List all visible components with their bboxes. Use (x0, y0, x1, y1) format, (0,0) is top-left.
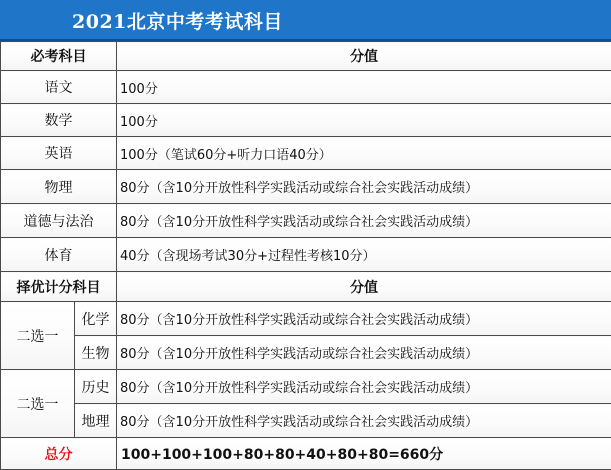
table-row (1, 404, 611, 438)
choose-one-group-label: 二选一 (1, 302, 75, 370)
required-score-header: 分值 (117, 42, 611, 71)
required-header-row (1, 42, 611, 71)
table-row (1, 204, 611, 238)
total-label: 总分 (1, 438, 117, 470)
score-cell: 100分 (117, 71, 611, 104)
elective-header-row (1, 272, 611, 302)
subject-cell: 道德与法治 (1, 204, 117, 238)
elective-score-header: 分值 (117, 272, 611, 302)
required-subject-header: 必考科目 (1, 42, 117, 71)
subject-cell: 体育 (1, 238, 117, 272)
table-row (1, 170, 611, 204)
table-row (1, 137, 611, 170)
table-row (1, 104, 611, 137)
choose-one-group-label: 二选一 (1, 370, 75, 438)
score-cell: 80分（含10分开放性科学实践活动或综合社会实践活动成绩） (117, 370, 611, 404)
table-row (1, 370, 611, 404)
exam-subjects-table (0, 41, 611, 470)
score-cell: 100分（笔试60分+听力口语40分） (117, 137, 611, 170)
subject-cell: 生物 (75, 336, 117, 370)
subject-cell: 物理 (1, 170, 117, 204)
score-cell: 80分（含10分开放性科学实践活动或综合社会实践活动成绩） (117, 204, 611, 238)
title-bar (0, 0, 611, 41)
total-row (1, 438, 611, 470)
table-row (1, 336, 611, 370)
score-cell: 80分（含10分开放性科学实践活动或综合社会实践活动成绩） (117, 302, 611, 336)
total-value: 100+100+100+80+80+40+80+80=660分 (117, 438, 611, 470)
subject-cell: 语文 (1, 71, 117, 104)
score-cell: 40分（含现场考试30分+过程性考核10分） (117, 238, 611, 272)
score-cell: 80分（含10分开放性科学实践活动或综合社会实践活动成绩） (117, 170, 611, 204)
table-row (1, 71, 611, 104)
subject-cell: 数学 (1, 104, 117, 137)
table-row (1, 302, 611, 336)
score-cell: 80分（含10分开放性科学实践活动或综合社会实践活动成绩） (117, 404, 611, 438)
subject-cell: 化学 (75, 302, 117, 336)
subject-cell: 地理 (75, 404, 117, 438)
elective-subject-header: 择优计分科目 (1, 272, 117, 302)
score-cell: 80分（含10分开放性科学实践活动或综合社会实践活动成绩） (117, 336, 611, 370)
table-row (1, 238, 611, 272)
score-cell: 100分 (117, 104, 611, 137)
subject-cell: 英语 (1, 137, 117, 170)
subject-cell: 历史 (75, 370, 117, 404)
page-title: 2021北京中考考试科目 (72, 7, 283, 34)
